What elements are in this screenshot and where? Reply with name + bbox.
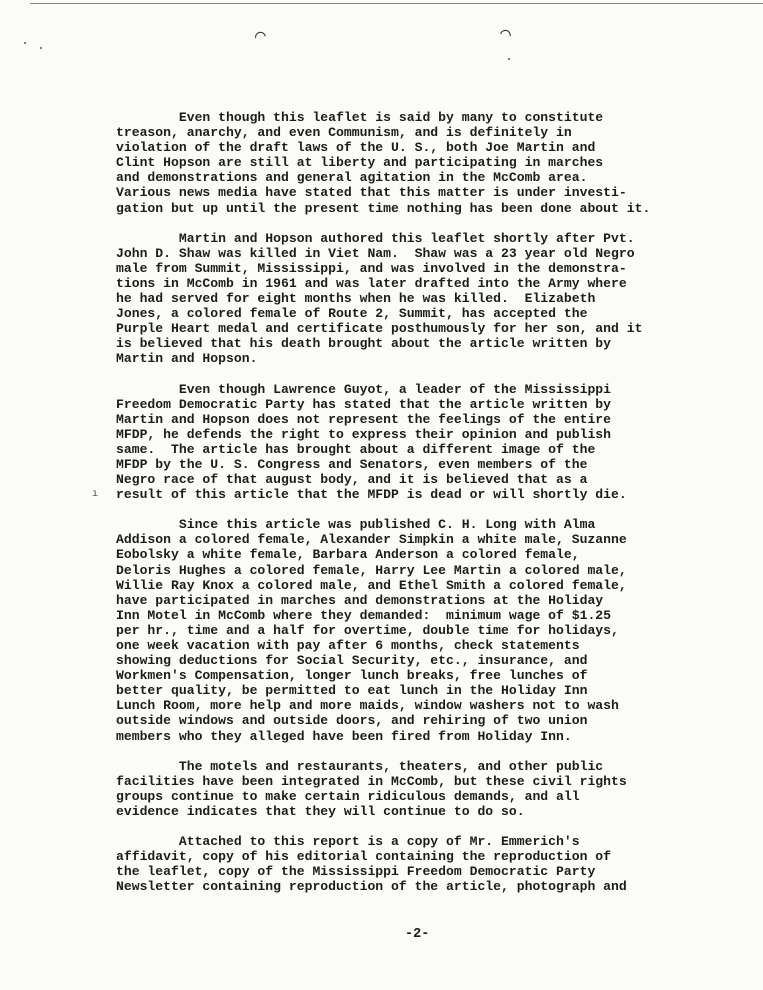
text-line: Inn Motel in McComb where they demanded: minimum wage of $1.25 <box>116 607 612 623</box>
text-line: male from Summit, Mississippi, and was involved in the demonstra- <box>116 260 627 276</box>
text-line: same. The article has brought about a different image of the <box>116 441 596 457</box>
hole-punch-mark-right: ⌒ <box>498 24 513 46</box>
text-line: one week vacation with pay after 6 months, check statements <box>116 638 580 653</box>
text-line: tions in McComb in 1961 and was later drafted into the Army where <box>116 275 627 291</box>
text-line: and demonstrations and general agitation in the McComb area. <box>116 170 588 186</box>
text-line: Since this article was published C. H. Long with Alma <box>116 517 596 533</box>
text-line: Various news media have stated that this matter is under investi- <box>116 185 627 201</box>
text-line: Eobolsky a white female, Barbara Anderson a colored female, <box>116 547 580 563</box>
paragraph-5 <box>116 759 756 819</box>
text-line: he had served for eight months when he was killed. Elizabeth <box>116 291 596 307</box>
paragraph-6 <box>116 834 756 894</box>
text-line: MFDP by the U. S. Congress and Senators, even members of the <box>116 456 588 472</box>
scan-speck <box>40 47 42 49</box>
text-line: John D. Shaw was killed in Viet Nam. Shaw was a 23 year old Negro <box>116 245 635 261</box>
scan-speck <box>508 58 510 60</box>
text-line: evidence indicates that they will continue to do so. <box>116 803 525 819</box>
text-line: groups continue to make certain ridiculous demands, and all <box>116 788 580 804</box>
text-line: have participated in marches and demonstrations at the Holiday <box>116 592 604 608</box>
text-line: is believed that his death brought about the article written by <box>116 336 612 352</box>
hole-punch-mark-left: ⌒ <box>253 26 268 48</box>
text-line: Lunch Room, more help and more maids, window washers not to wash <box>116 698 619 714</box>
text-line: Even though this leaflet is said by many to constitute <box>116 110 604 125</box>
text-line: Freedom Democratic Party has stated that the article written by <box>116 396 612 412</box>
text-line: treason, anarchy, and even Communism, and is definitely in <box>116 125 572 141</box>
text-line: Jones, a colored female of Route 2, Summit, has accepted the <box>116 306 588 322</box>
text-line: the leaflet, copy of the Mississippi Freedom Democratic Party <box>116 864 596 880</box>
document-body <box>116 110 756 909</box>
text-line: violation of the draft laws of the U. S., both Joe Martin and <box>116 140 596 156</box>
text-line: Clint Hopson are still at liberty and participating in marches <box>116 155 604 171</box>
text-line: Martin and Hopson authored this leaflet shortly after Pvt. <box>116 230 635 246</box>
page-number: -2- <box>405 927 430 942</box>
text-line: Purple Heart medal and certificate posthumously for her son, and it <box>116 321 643 337</box>
text-line: Addison a colored female, Alexander Simpkin a white male, Suzanne <box>116 532 627 548</box>
text-line: showing deductions for Social Security, etc., insurance, and <box>116 653 588 669</box>
text-line: affidavit, copy of his editorial containing the reproduction of <box>116 849 612 865</box>
paragraph-3 <box>116 382 756 503</box>
text-line: Deloris Hughes a colored female, Harry Lee Martin a colored male, <box>116 562 627 578</box>
text-line: outside windows and outside doors, and rehiring of two union <box>116 713 588 729</box>
text-line: Attached to this report is a copy of Mr. Emmerich's <box>116 834 580 850</box>
paragraph-2 <box>116 231 756 367</box>
text-line: Newsletter containing reproduction of the article, photograph and <box>116 879 627 895</box>
text-line: result of this article that the MFDP is dead or will shortly die. <box>116 487 627 503</box>
text-line: gation but up until the present time nothing has been done about it. <box>116 200 651 216</box>
paragraph-1 <box>116 110 756 216</box>
text-line: The motels and restaurants, theaters, and other public <box>116 758 604 774</box>
text-line: Negro race of that august body, and it is believed that as a <box>116 472 588 488</box>
text-line: Willie Ray Knox a colored male, and Ethel Smith a colored female, <box>116 577 627 593</box>
text-line: members who they alleged have been fired from Holiday Inn. <box>116 728 572 744</box>
text-line: Martin and Hopson. <box>116 351 258 367</box>
paragraph-4 <box>116 517 756 743</box>
text-line: MFDP, he defends the right to express their opinion and publish <box>116 426 612 442</box>
scan-speck <box>24 42 26 44</box>
text-line: Even though Lawrence Guyot, a leader of the Mississippi <box>116 381 612 397</box>
text-line: Martin and Hopson does not represent the feelings of the entire <box>116 411 612 427</box>
text-line: facilities have been integrated in McComb, but these civil rights <box>116 773 627 789</box>
text-line: better quality, be permitted to eat lunch in the Holiday Inn <box>116 683 588 699</box>
text-line: per hr., time and a half for overtime, double time for holidays, <box>116 622 619 638</box>
margin-mark: ı <box>92 489 99 500</box>
text-line: Workmen's Compensation, longer lunch breaks, free lunches of <box>116 668 588 684</box>
top-edge-line <box>30 3 763 4</box>
